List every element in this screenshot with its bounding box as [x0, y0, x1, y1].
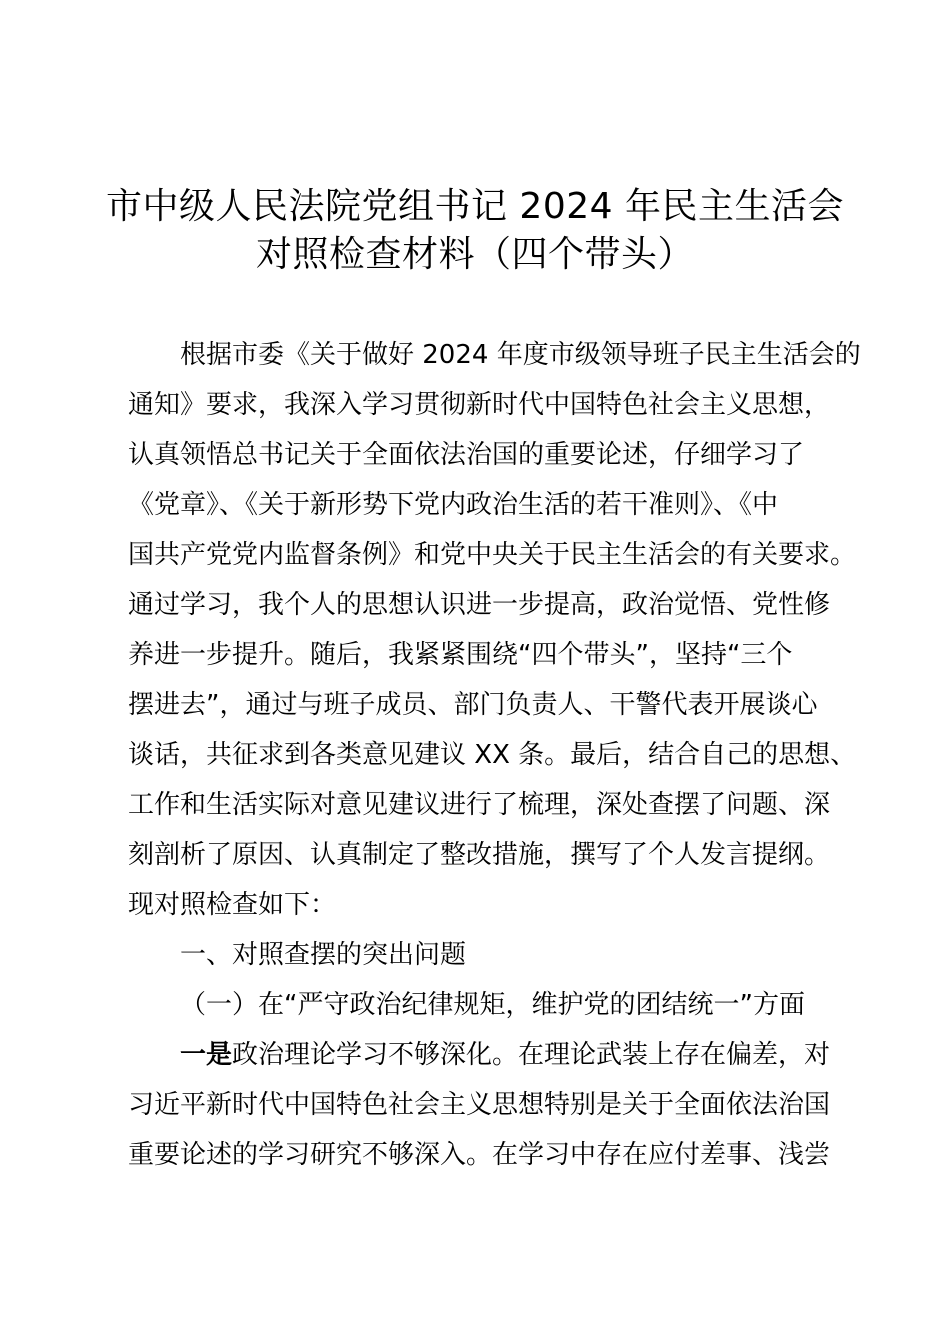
- paragraph-line: 通过学习，我个人的思想认识进一步提高，政治觉悟、党性修: [128, 590, 831, 620]
- paragraph-line: 《党章》、《关于新形势下党内政治生活的若干准则》、《中: [128, 490, 779, 520]
- point-line: [128, 1030, 848, 1080]
- document-title-line-2: 对照检查材料（四个带头）: [255, 234, 694, 275]
- subsection-heading: （一）在“严守政治纪律规矩，维护党的团结统一”方面: [180, 990, 805, 1020]
- document-body: [128, 330, 861, 1180]
- paragraph-line: 国共产党党内监督条例》和党中央关于民主生活会的有关要求。: [128, 540, 857, 570]
- paragraph-line: 工作和生活实际对意见建议进行了梳理，深处查摆了问题、深: [128, 790, 831, 820]
- point-label: 一是: [180, 1040, 233, 1070]
- paragraph-line: 习近平新时代中国特色社会主义思想特别是关于全面依法治国: [128, 1090, 831, 1120]
- section-heading: 一、对照查摆的突出问题: [180, 940, 467, 970]
- document-title-line-1: 市中级人民法院党组书记 2024 年民主生活会: [105, 186, 844, 227]
- paragraph-line: 刻剖析了原因、认真制定了整改措施，撰写了个人发言提纲。: [128, 840, 831, 870]
- paragraph-line: 认真领悟总书记关于全面依法治国的重要论述，仔细学习了: [128, 440, 805, 470]
- paragraph-line: 现对照检查如下：: [128, 890, 337, 920]
- paragraph-line: 摆进去”，通过与班子成员、部门负责人、干警代表开展谈心: [128, 690, 818, 720]
- paragraph-line: 通知》要求，我深入学习贯彻新时代中国特色社会主义思想，: [128, 390, 831, 420]
- paragraph-line: 养进一步提升。随后，我紧紧围绕“四个带头”，坚持“三个: [128, 640, 793, 670]
- paragraph-line: 谈话，共征求到各类意见建议 XX 条。最后，结合自己的思想、: [128, 740, 857, 770]
- point-text: 政治理论学习不够深化。在理论武装上存在偏差，对: [232, 1040, 831, 1070]
- paragraph-line: 根据市委《关于做好 2024 年度市级领导班子民主生活会的: [180, 340, 861, 370]
- paragraph-line: 重要论述的学习研究不够深入。在学习中存在应付差事、浅尝: [128, 1140, 831, 1170]
